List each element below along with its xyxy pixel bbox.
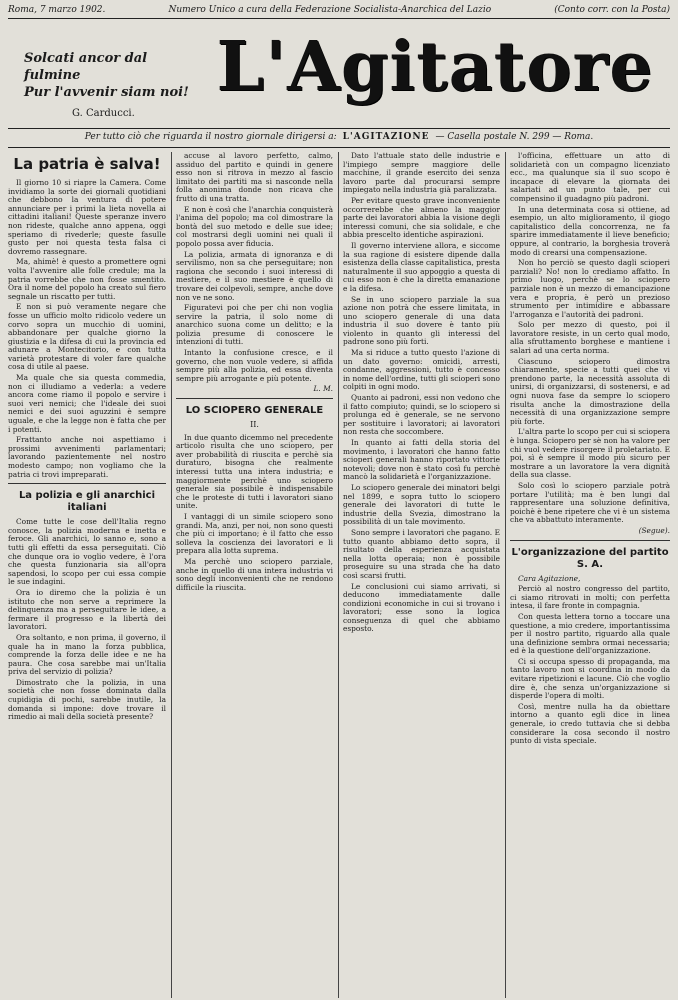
paragraph: accuse al lavoro perfetto, calmo, assiduo del partito e quindi in genere esso non si ritrova in mezzo al fascio limitato dei partiti ma si nasconde nella folla anonima donde non ricava che frutto di una tratta. (176, 152, 333, 203)
paragraph: Ora soltanto, e non prima, il governo, il quale ha in mano la forza pubblica, comprende la forza delle idee e ne ha paura. Che cosa sarebbe mai un'Italia priva del servizio di polizia? (8, 632, 166, 677)
column-divider (338, 152, 339, 998)
paragraph: Dimostrato che la polizia, in una società che non fosse dominata dalla cupidigia di pochi, sarebbe inutile, la domanda si impone: dove trovare il rimedio ai mali della società presente? (8, 677, 166, 722)
paragraph: Dato l'attuale stato delle industrie e l'impiego sempre maggiore delle macchine, il grande esercito dei senza lavoro parte dal procurarsi sempre impiegato nella industria già paralizzata. (343, 152, 500, 195)
paragraph: Sono sempre i lavoratori che pagano. E tutto quanto abbiamo detto sopra, il risultato della esperienza acquistata nella lotta operaia; non è possibile proseguire su una strada che ha dato così scarsi frutti. (343, 527, 500, 580)
issue-date: Roma, 7 marzo 1902. (8, 5, 106, 15)
motto-line-1: Solcati ancor dal fulmine (24, 51, 148, 83)
masthead-rule (8, 128, 670, 129)
paragraph: La polizia, armata di ignoranza e di servilismo, non sa che perseguitare; non ragiona che secondo i suoi interessi di mestiere, e il suo mestiere è quello di trovare dei colpevoli, sempre, anche dove non ve ne sono. (176, 249, 333, 302)
paragraph: Ma si riduce a tutto questo l'azione di un dato governo: omicidi, arresti, condanne, aggressioni, tutto è concesso in nome dell'ordine, tutti gli scioperi sono colpiti in ogni modo. (343, 348, 500, 392)
paragraph: Solo così lo sciopero parziale potrà portare l'utilità; ma è ben lungi dal rappresentare una soluzione definitiva, poichè è bene ripetere che vi è un sistema che va abbattuto interamente. (510, 480, 670, 525)
paragraph: Ma, ahimè! è questo a promettere ogni volta l'avvenire alle folle credule; ma la patria vorrebbe che non fosse smentito. Ora il nome del popolo ha creato sul fiero segnale un riscatto per tutti. (8, 257, 166, 301)
paragraph: Ora io diremo che la polizia è un istituto che non serve a reprimere la delinquenza ma a perseguitare le idee, a fermare il progresso e la libertà dei lavoratori. (8, 587, 166, 632)
paragraph: Il giorno 10 si riapre la Camera. Come invidiamo la sorte dei giornali quotidiani che debbono la ventura di potere annunciare per i primi la lieta novella ai cittadini italiani! Queste speranze invero non rideste, qualche anno appena, oggi speriamo di rivederle; queste fasulle gusto per noi questa testa falsa ci dovremo rassegnare. (8, 178, 166, 256)
paragraph: E non è così che l'anarchia conquisterà l'anima del popolo; ma col dimostrare la bontà del suo metodo e delle sue idee; col mostrarsi degli uomini nei quali il popolo possa aver fiducia. (176, 204, 333, 248)
column-divider (505, 152, 506, 998)
address-name: L'AGITAZIONE (342, 132, 430, 142)
address-rule (8, 147, 670, 148)
article-title-sciopero: LO SCIOPERO GENERALE (185, 405, 324, 417)
postage-note: (Conto corr. con la Posta) (554, 5, 670, 15)
paragraph: L'altra parte lo scopo per cui si sciopera è lunga. Sciopero per sè non ha valore per chi vuol vedere risorgere il proletariato. E poi, sì è sempre il modo più sicuro per mostrare a un lavoratore la vera dignità della sua classe. (510, 427, 670, 480)
motto (24, 50, 194, 122)
article-part-number: II. (250, 420, 259, 430)
motto-line-2: Pur l'avvenir siam noi! (24, 85, 189, 100)
paragraph: Con questa lettera torno a toccare una questione, a mio credere, importantissima per il nostro partito, riguardo alla quale una definizione sembra ormai necessaria; ed è la questione dell'organizzazione. (510, 611, 670, 656)
paragraph: Per evitare questo grave inconveniente occorrerebbe che almeno la maggior parte dei lavoratori abbia la visione degli interessi comuni, che sia solidale, e che abbia prescelto identiche aspirazioni. (343, 195, 500, 240)
paragraph: Se in uno sciopero parziale la sua azione non potrà che essere limitata, in uno sciopero generale di una data industria il suo dovere è tanto più violento in quanto gli interessi del padrone sono più forti. (343, 294, 500, 347)
header-topline (8, 3, 670, 17)
column-2 (176, 152, 333, 998)
address-bar (8, 132, 670, 146)
column-4 (510, 152, 670, 998)
paragraph: In due quanto dicemmo nel precedente articolo risulta che uno sciopero, per aver probabilità di riuscita e perchè sia duraturo, bisogna che realmente interessi tutta una intera industria; e maggiormente perchè uno sciopero generale sia possibile è indispensabile che le proteste di tutti i lavoratori siano unite. (176, 432, 333, 511)
article-title-organizzazione: L'organizzazione del partito S. A. (511, 546, 669, 570)
paragraph: Frattanto anche noi aspettiamo i prossimi avvenimenti parlamentari; lavorando pazientemente nel nostro modesto campo; non vogliamo che la patria ci trovi impreparati. (8, 435, 166, 479)
columns (6, 152, 672, 998)
paragraph: Così, mentre nulla ha da obiettare intorno a quanto egli dice in linea generale, io credo tuttavia che si debba considerare la cosa secondo il nostro punto di vista speciale. (510, 701, 670, 746)
paragraph: Il governo interviene allora, e siccome la sua ragione di esistere dipende dalla esistenza della classe capitalistica, presta naturalmente il suo appoggio a questa di cui esso non è che la diretta emanazione e la difesa. (343, 240, 500, 293)
article-divider (8, 483, 166, 484)
paragraph: Solo per mezzo di questo, poi il lavoratore resiste, in un certo qual modo, alla sfruttamento borghese e mantiene i salari ad una certa norma. (510, 320, 670, 356)
paragraph: Ciascuno sciopero dimostra chiaramente, specie a tutti quei che vi prendono parte, la necessità assoluta di unirsi, di organizzarsi, di sostenersi, e ad ogni nuova fase da sempre lo sciopero risulta anche la dimostrazione della necessità di una organizzazione sempre più forte. (510, 356, 670, 426)
paragraph: Ma perchè uno sciopero parziale, anche in quello di una intera industria vi sono degli inconvenienti che ne rendono difficile la riuscita. (176, 556, 333, 592)
article-signature: L. M. (313, 384, 333, 394)
continued-note: (Segue). (638, 525, 670, 535)
address-intro: Per tutto ciò che riguarda il nostro giornale dirigersi a: (84, 132, 337, 142)
paragraph: I vantaggi di un simile sciopero sono grandi. Ma, anzi, per noi, non sono questi che più ci importano; è il fatto che esso solleva la coscienza dei lavoratori e li prepara alla lotta suprema. (176, 511, 333, 556)
column-divider (171, 152, 172, 998)
paragraph: In quanto ai fatti della storia del movimento, i lavoratori che hanno fatto scioperi generali hanno riportato vittorie notevoli; dove non è stato così fu perchè mancò la solidarietà e l'organizzazione. (343, 438, 500, 482)
paragraph: In una determinata cosa si ottiene, ad esempio, un alto miglioramento, il giogo capitalistico della concorrenza, ne fa sparire immediatamente il lieve beneficio; oppure, al contrario, la borghesia troverà modo di crearsi una compensazione. (510, 204, 670, 257)
paragraph: l'officina, effettuare un atto di solidarietà con un compagno licenziato ecc., ma qualunque sia il suo scopo è incapace di elevare la giornata dei salariati ad un punto tale, per cui compensino il guadagno più padroni. (510, 152, 670, 203)
column-1 (8, 152, 166, 998)
address-box: — Casella postale N. 299 — Roma. (435, 132, 594, 142)
paragraph: Ma quale che sia questa commedia, non ci illudiamo a vederla: a vedere ancora come riamo il popolo e servire i suoi veri nemici; che l'ideale dei suoi nemici e dei suoi aguzzini è sempre uguale, e che la legge non è fatta che per i potenti. (8, 373, 166, 434)
issue-tagline: Numero Unico a cura della Federazione Socialista-Anarchica del Lazio (168, 5, 492, 15)
paragraph: E non si può veramente negare che fosse un ufficio molto ridicolo vedere un corvo sopra un mucchio di uomini, abbandonare per qualche giorno la giustizia e la difesa di cui la provincia ed adunare a Montecitorio, e con tutta varietà protestare di voler fare qualche cosa di utile al paese. (8, 302, 166, 372)
paragraph: Come tutte le cose dell'Italia regno conosce, la polizia moderna e inetta e feroce. Gli anarchici, lo sanno e, sono a tutti gli effetti da essa perseguitati. Ciò che dunque ora io voglio vedere, è l'ora che questa funzionaria sia all'opra sapendosi, lo scopo per cui essa compie le sue indagini. (8, 517, 166, 587)
paragraph: Intanto la confusione cresce, e il governo, che non vuole vedere, si affida sempre più alla polizia, ed essa diventa sempre più arrogante e più potente. (176, 348, 333, 383)
letter-greeting: Cara Agitazione, (518, 573, 581, 583)
article-divider (176, 398, 333, 399)
paragraph: Ci si occupa spesso di propaganda, ma tanto lavoro non si coordina in modo da evitare ripetizioni e lacune. Ciò che voglio dire è, che senza un'organizzazione si disperde l'opera di molti. (510, 656, 670, 701)
paragraph: Quanto ai padroni, essi non vedono che il fatto compiuto; quindi, se lo sciopero si prolunga ed è generale, se ne servono per sostituire i lavoratori; ai lavoratori non resta che soccombere. (343, 393, 500, 437)
column-3 (343, 152, 500, 998)
article-divider (510, 540, 670, 541)
motto-author: G. Carducci. (72, 108, 135, 119)
top-rule (8, 18, 670, 19)
paragraph: Perciò al nostro congresso del partito, ci siamo ritrovati in molti; con perfetta intesa, il fare fronte in compagnia. (510, 584, 670, 611)
paragraph: Lo sciopero generale dei minatori belgi nel 1899, e sopra tutto lo sciopero generale dei lavoratori di tutte le industrie della Svezia, dimostrano la possibilità di un tale movimento. (343, 482, 500, 527)
paragraph: Le conclusioni cui siamo arrivati, si deducono immediatamente dalle condizioni economiche in cui si trovano i lavoratori; esse sono la logica conseguenza di quel che abbiamo esposto. (343, 581, 500, 634)
article-title-patria: La patria è salva! (13, 155, 161, 173)
paragraph: Non ho perciò se questo dagli scioperi parziali? No! non lo crediamo affatto. In primo luogo, perchè se lo sciopero parziale non è un mezzo di emancipazione vera e propria, è però un prezioso strumento per intimidire e abbassare l'arroganza e l'autorità dei padroni. (510, 258, 670, 319)
masthead-title: L'Agitatore (216, 27, 654, 107)
paragraph: Figuratevi poi che per chi non voglia servire la patria, il solo nome di anarchico suona come un delitto; e la polizia presume di conoscere le intenzioni di tutti. (176, 303, 333, 347)
article-title-polizia: La polizia e gli anarchici italiani (18, 490, 156, 514)
